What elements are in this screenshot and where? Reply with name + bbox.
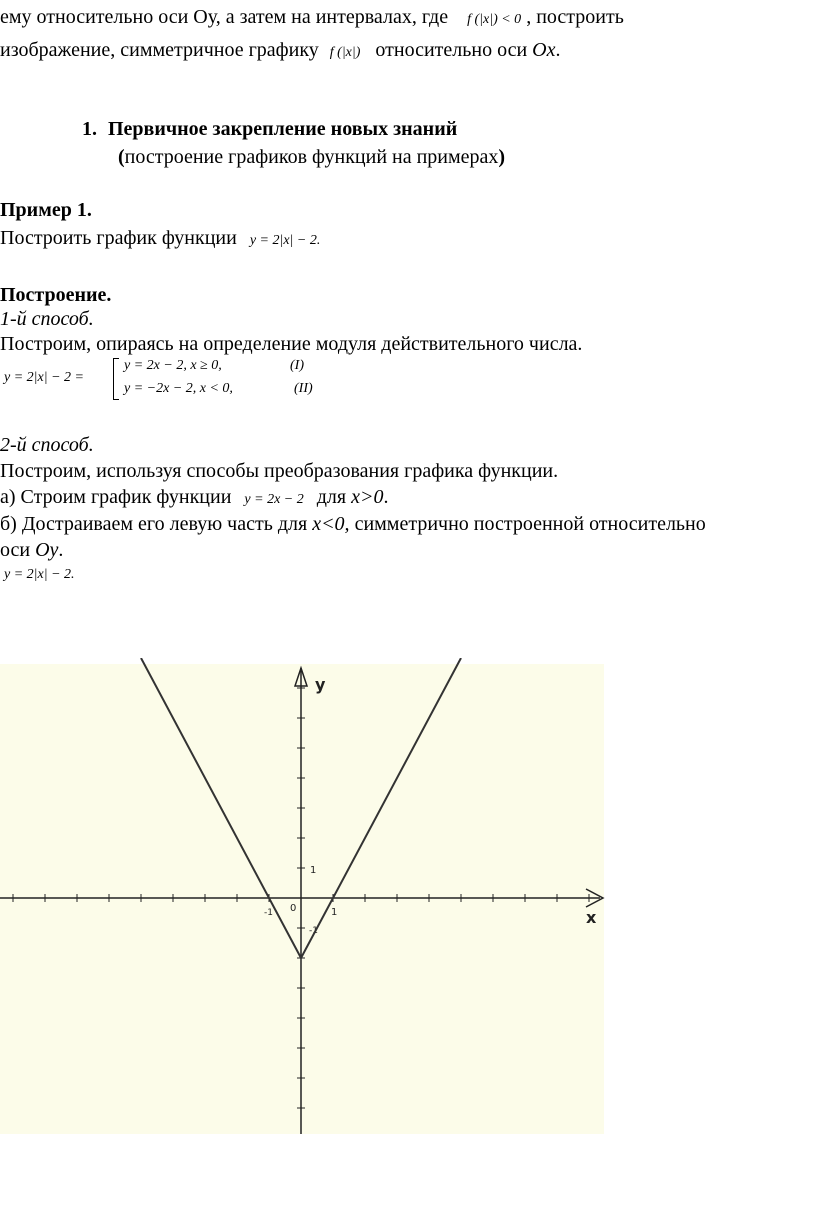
step-a-period: . <box>383 486 389 508</box>
example-formula: y = 2|x| − 2. <box>249 233 321 248</box>
method2-title: 2-й способ. <box>0 434 94 456</box>
section-number: 1. <box>82 118 97 140</box>
method2-text: Построим, используя способы преобразования графика функции. <box>0 460 559 482</box>
step-a-condition: x>0 <box>351 486 384 508</box>
y-axis-label: y <box>315 675 326 694</box>
final-formula: y = 2|x| − 2. <box>4 567 75 582</box>
system-case-2: y = −2x − 2, x < 0, <box>124 381 233 396</box>
step-b-text-1a: б) Достраиваем его левую часть для <box>0 513 308 535</box>
method1-text: Построим, опираясь на определение модуля действительного числа. <box>0 333 583 355</box>
intro-text-1b: , построить <box>526 6 624 28</box>
step-b-condition: x<0, <box>312 513 350 535</box>
step-a-text: а) Строим график функции <box>0 486 232 508</box>
y-tick-label-neg: -1 <box>309 926 318 936</box>
system-case-2-tag: (II) <box>294 381 313 396</box>
step-a <box>0 485 388 512</box>
example-task <box>0 226 320 253</box>
step-b-line-2 <box>0 538 63 562</box>
origin-label: 0 <box>290 903 297 914</box>
x-tick-label-neg: -1 <box>264 908 273 918</box>
intro-text-2a: изображение, симметричное графику <box>0 39 319 61</box>
example-task-text: Построить график функции <box>0 227 237 249</box>
x-tick-label-pos: 1 <box>331 907 338 918</box>
system-lhs: y = 2|x| − 2 = <box>4 370 84 385</box>
axis-ox: Ox <box>532 39 556 61</box>
intro-period: . <box>555 39 561 61</box>
step-b-text-1b: симметрично построенной относительно <box>354 513 706 535</box>
system-case-1: y = 2x − 2, x ≥ 0, <box>124 358 222 373</box>
intro-text-2b: относительно оси <box>375 39 528 61</box>
step-b-line-1 <box>0 512 706 536</box>
formula-f-abs-x: f (|x|) <box>329 45 361 60</box>
step-b-period: . <box>58 539 64 561</box>
graph-background <box>0 664 604 1134</box>
step-a-formula: y = 2x − 2 <box>244 492 304 507</box>
section-subtitle <box>118 145 505 169</box>
subtitle-open-paren: ( <box>118 146 125 168</box>
construction-heading: Построение. <box>0 284 112 306</box>
system-case-1-tag: (I) <box>290 358 304 373</box>
x-axis-label: x <box>586 908 597 927</box>
step-b-text-2: оси <box>0 539 31 561</box>
function-graph <box>0 658 612 1140</box>
piecewise-system <box>4 356 364 402</box>
section-heading <box>82 117 457 141</box>
subtitle-text: построение графиков функций на примерах <box>124 146 499 168</box>
step-a-suffix: для <box>316 486 347 508</box>
method1-title: 1-й способ. <box>0 308 94 330</box>
section-title: Первичное закрепление новых знаний <box>108 118 458 140</box>
intro-line-2 <box>0 38 561 65</box>
formula-f-abs-x-less-zero: f (|x|) < 0 <box>467 12 522 27</box>
subtitle-close-paren: ) <box>498 146 506 168</box>
y-tick-label-pos: 1 <box>310 865 317 876</box>
example-heading: Пример 1. <box>0 199 92 221</box>
intro-text-1a: ему относительно оси Оу, а затем на интервалах, где <box>0 6 449 28</box>
system-bracket <box>113 358 119 400</box>
intro-line-1 <box>0 5 624 32</box>
axis-oy: Oy <box>35 539 59 561</box>
